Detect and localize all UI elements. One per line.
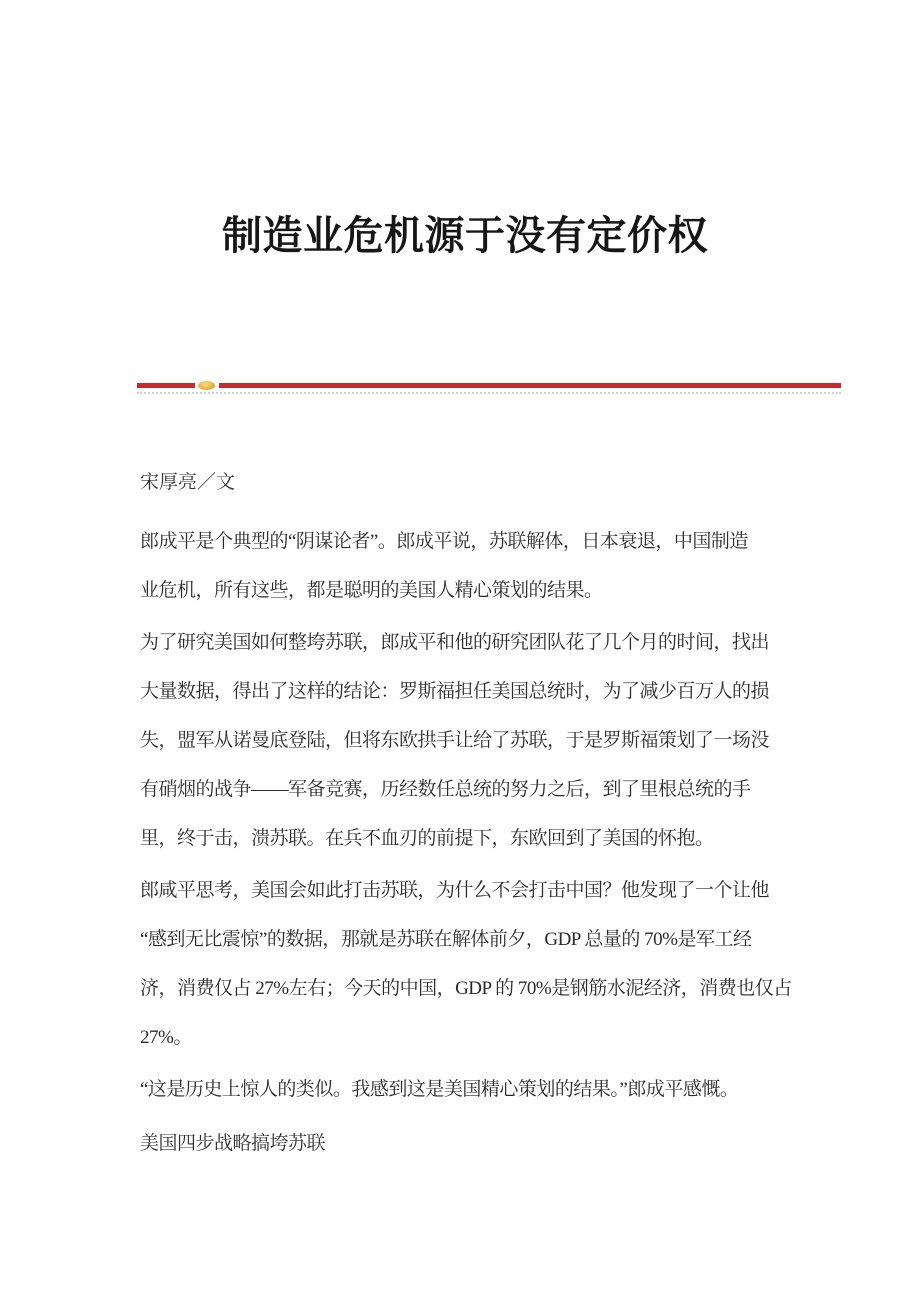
- text-line: 失，盟军从诺曼底登陆，但将东欧拱手让给了苏联，于是罗斯福策划了一场没: [140, 730, 770, 751]
- text-line: 济，消费仅占 27%左右；今天的中国，GDP 的 70%是钢筋水泥经济，消费也仅占: [140, 978, 792, 999]
- paragraph: [140, 618, 800, 863]
- article-body: [140, 517, 800, 1168]
- text-line: 业危机，所有这些，都是聪明的美国人精心策划的结果。: [140, 580, 603, 601]
- text-line: 郎成平是个典型的“阴谋论者”。郎成平说，苏联解体，日本衰退，中国制造: [140, 531, 748, 552]
- divider-bar: [219, 383, 841, 388]
- paragraph: [140, 1065, 800, 1114]
- divider-shadow: [137, 392, 841, 394]
- text-line: “感到无比震惊”的数据，那就是苏联在解体前夕，GDP 总量的 70%是军工经: [140, 929, 752, 950]
- section-heading: [140, 1119, 800, 1168]
- divider-ellipse-icon: [198, 381, 215, 390]
- article-title: 制造业危机源于没有定价权: [222, 213, 708, 258]
- text-line: 有硝烟的战争——军备竞赛，历经数任总统的努力之后，到了里根总统的手: [140, 779, 751, 800]
- title-divider: [137, 381, 841, 394]
- text-line: “这是历史上惊人的类似。我感到这是美国精心策划的结果。”郎成平感慨。: [140, 1079, 739, 1100]
- text-line: 美国四步战略搞垮苏联: [140, 1133, 326, 1154]
- divider-dash: [137, 383, 195, 388]
- text-line: 里，终于击，溃苏联。在兵不血刃的前提下，东欧回到了美国的怀抱。: [140, 828, 714, 849]
- paragraph: [140, 866, 800, 1062]
- divider-row: [137, 381, 841, 390]
- byline: 宋厚亮／文: [140, 472, 236, 493]
- text-line: 郎咸平思考，美国会如此打击苏联，为什么不会打击中国？他发现了一个让他: [140, 880, 770, 901]
- text-line: 为了研究美国如何整垮苏联，郎成平和他的研究团队花了几个月的时间，找出: [140, 632, 770, 653]
- text-line: 大量数据，得出了这样的结论：罗斯福担任美国总统时，为了减少百万人的损: [140, 681, 770, 702]
- paragraph: [140, 517, 800, 615]
- text-line: 27%。: [140, 1027, 192, 1048]
